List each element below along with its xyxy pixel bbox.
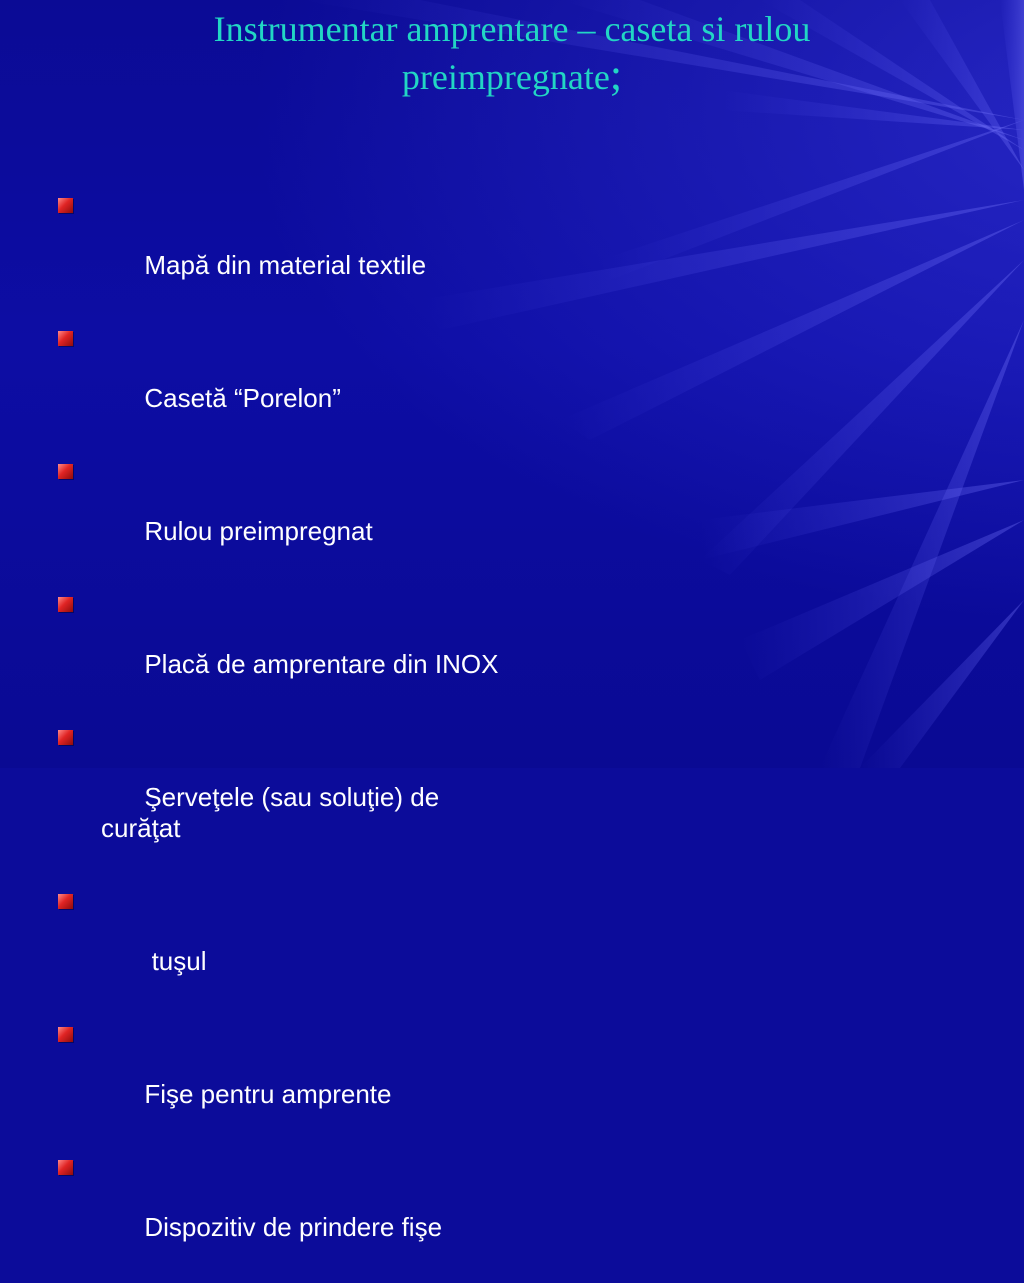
square-bullet-icon — [58, 331, 73, 346]
square-bullet-icon — [58, 198, 73, 213]
list-item — [58, 188, 518, 312]
title-line-1: Instrumentar amprentare – caseta si rulou — [213, 9, 811, 49]
square-bullet-icon — [58, 730, 73, 745]
list-item — [58, 1150, 518, 1274]
list-item — [58, 1017, 518, 1141]
slide-title — [60, 6, 964, 100]
square-bullet-icon — [58, 894, 73, 909]
title-semicolon: ; — [609, 50, 623, 99]
square-bullet-icon — [58, 597, 73, 612]
bullet-list — [58, 188, 518, 1283]
list-item — [58, 587, 518, 711]
square-bullet-icon — [58, 1160, 73, 1175]
list-item-text: Mapă din material textile — [144, 250, 427, 280]
list-item-text: Casetă “Porelon” — [144, 383, 341, 413]
list-item-text: Rulou preimpregnat — [144, 516, 373, 546]
list-item — [58, 720, 518, 875]
title-line-2 — [60, 52, 964, 100]
title-line-2-text: preimpregnate — [401, 57, 610, 97]
list-item-text: tuşul — [144, 946, 207, 976]
list-item — [58, 454, 518, 578]
square-bullet-icon — [58, 464, 73, 479]
list-item — [58, 884, 518, 1008]
square-bullet-icon — [58, 1027, 73, 1042]
list-item-text: Dispozitiv de prindere fişe — [144, 1212, 443, 1242]
list-item-text: Fişe pentru amprente — [144, 1079, 392, 1109]
list-item-text: Şerveţele (sau soluţie) de curăţat — [101, 782, 447, 843]
list-item-text: Placă de amprentare din INOX — [144, 649, 499, 679]
list-item — [58, 321, 518, 445]
